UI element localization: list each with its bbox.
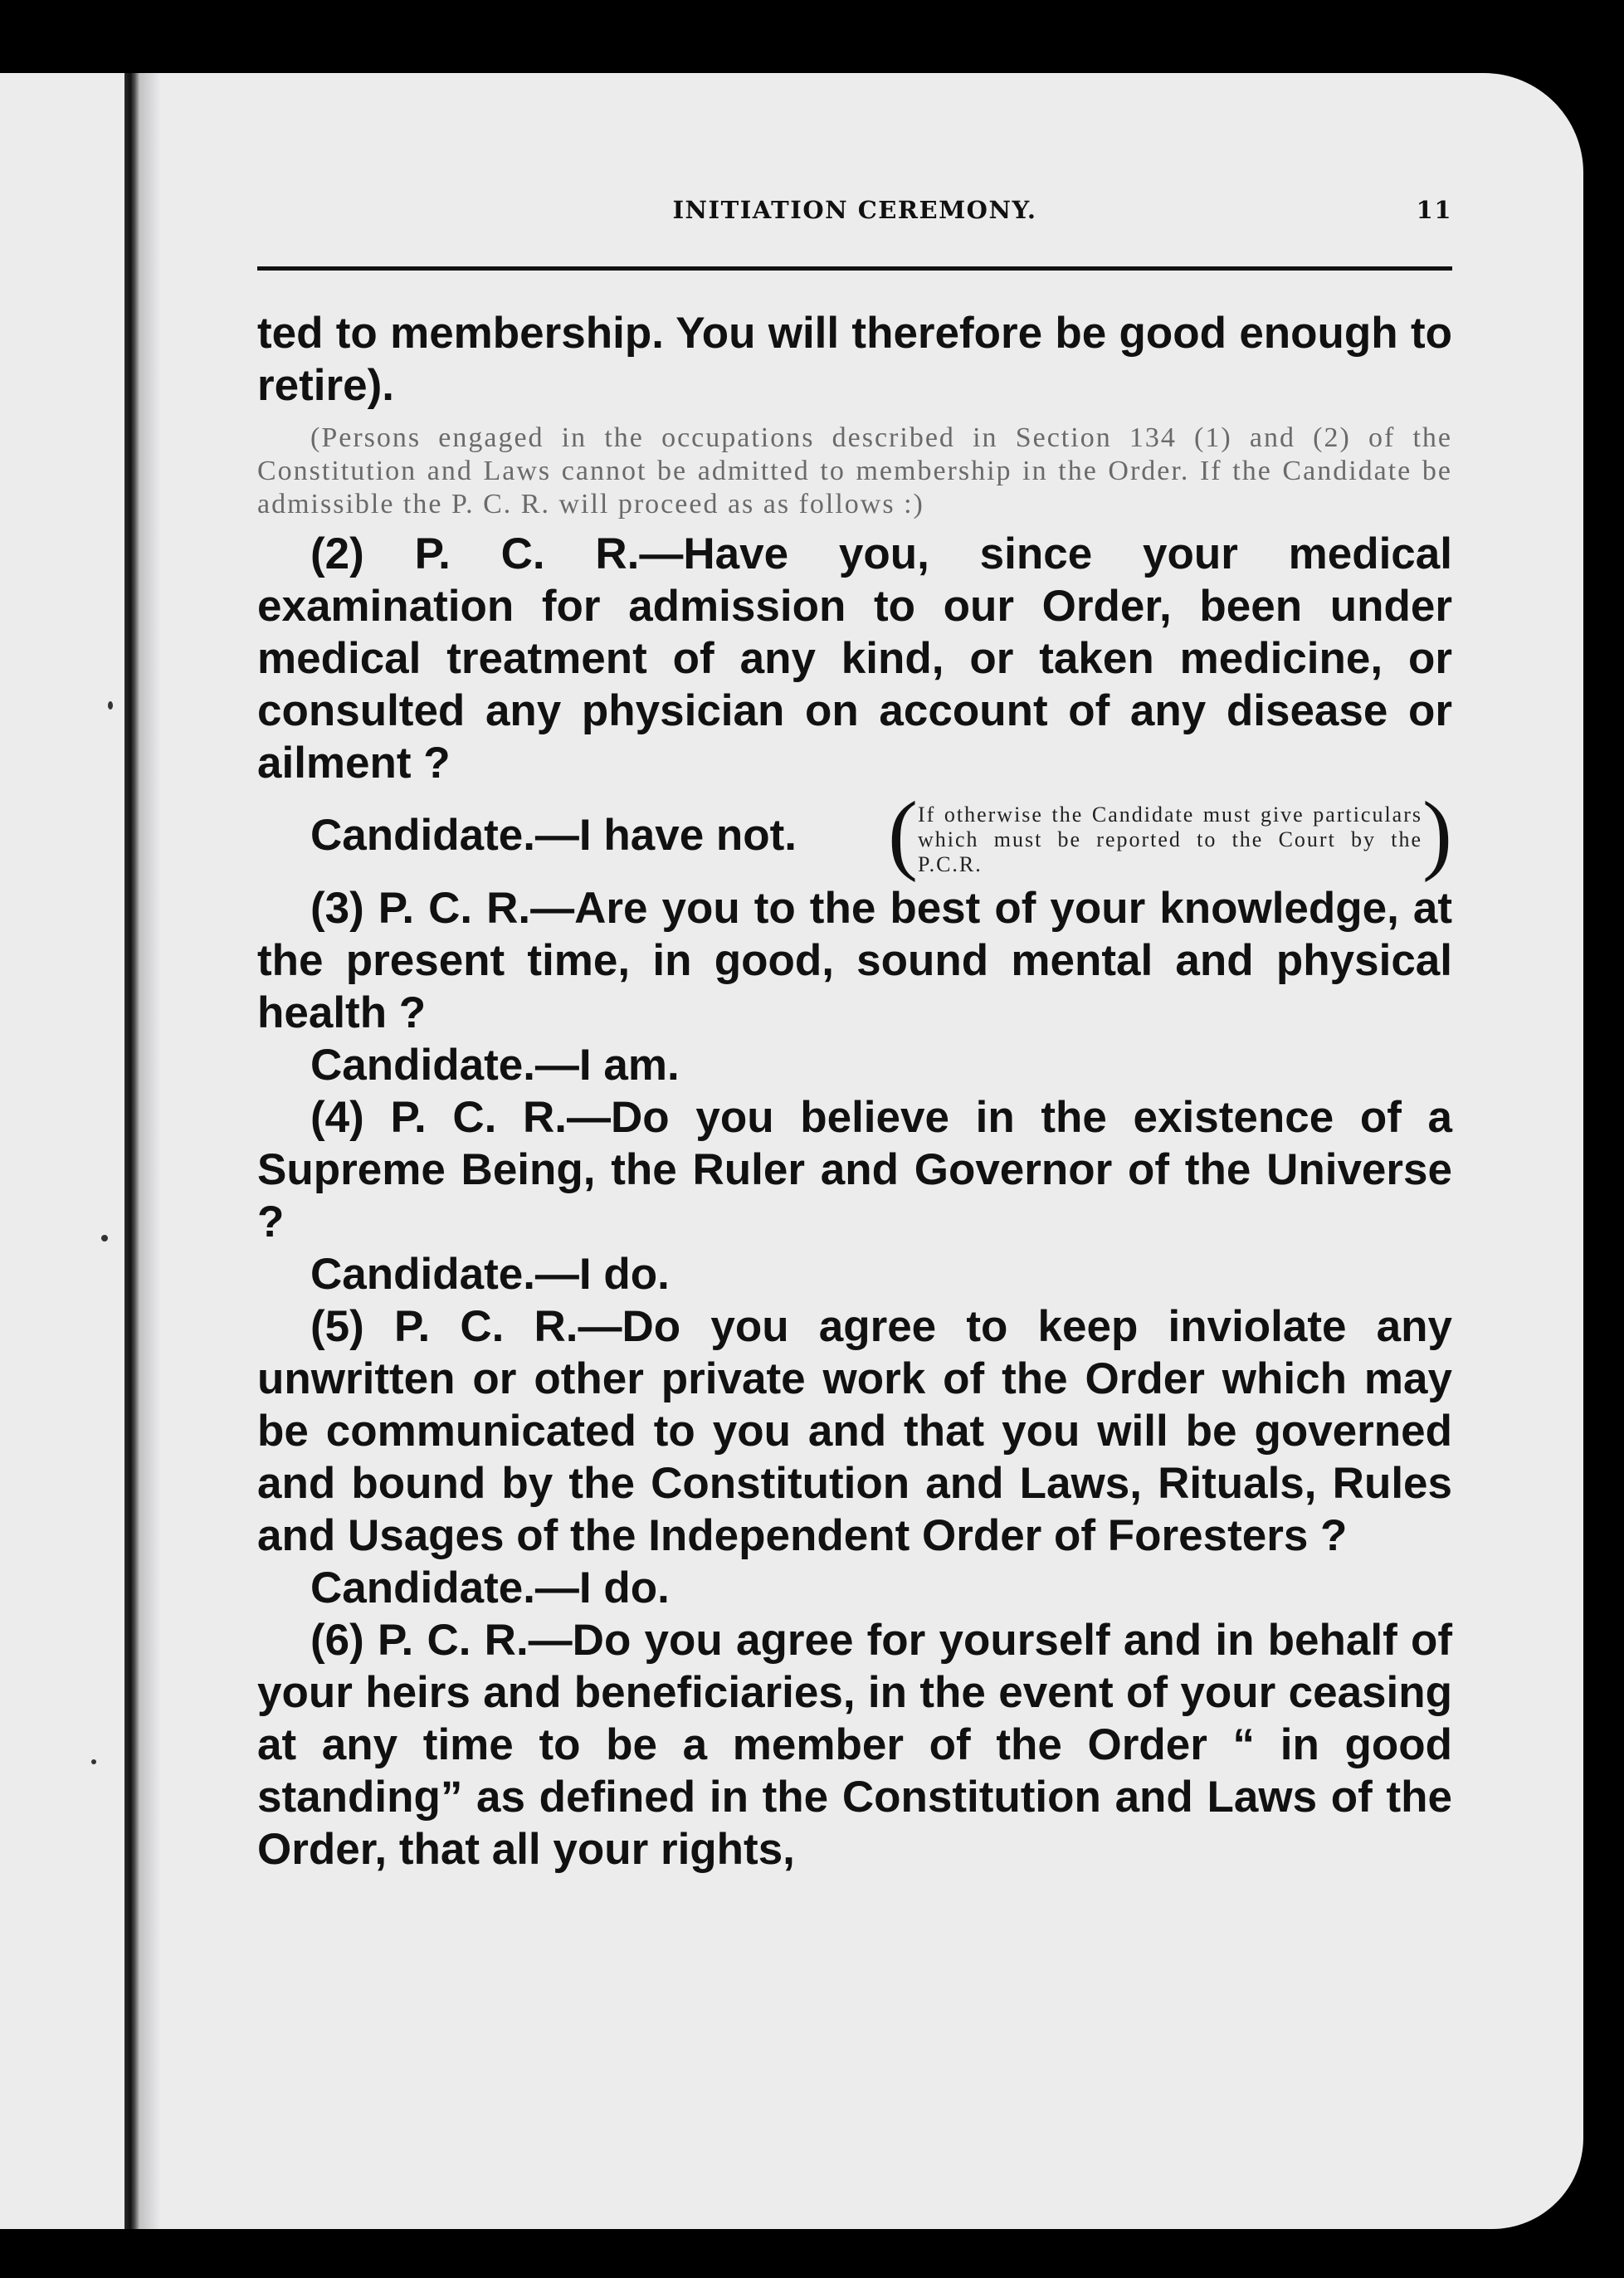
question-5: (5) P. C. R.—Do you agree to keep inviolate any unwritten or other private work of the Order which may be communicated to you and that you will be governed and bound by the Constitution and Laws, Rituals, Rules and Usages of the Independent Order of Foresters ?	[257, 1302, 1452, 1560]
page-number: 11	[1416, 196, 1452, 224]
answer-3: Candidate.—I am.	[310, 1041, 680, 1090]
book-spine	[124, 73, 139, 2229]
aside-note: If otherwise the Candidate must give particulars which must be reported to the Court by the P.C.R.	[918, 802, 1422, 876]
header-title: INITIATION CEREMONY.	[672, 196, 1037, 224]
right-brace: )	[1422, 784, 1452, 883]
speck-mark	[101, 1235, 108, 1241]
body-text	[257, 307, 1452, 1876]
speck-mark	[91, 1759, 96, 1764]
spine-shadow	[139, 73, 161, 2229]
question-2: (2) P. C. R.—Have you, since your medical examination for admission to our Order, been under medical treatment of any kind, or taken medicine, or consulted any physician on account of any disease or ailment ?	[257, 529, 1452, 788]
header-rule	[257, 266, 1452, 271]
question-6: (6) P. C. R.—Do you agree for yourself and in behalf of your heirs and beneficiaries, in the event of your ceasing at any time to be a member of the Order “ in good standing” as defined in the Constitution and Laws of the Order, that all your rights,	[257, 1616, 1452, 1874]
answer-2: Candidate.—I have not.	[310, 811, 797, 860]
answer-2-row	[257, 784, 1452, 883]
answer-5: Candidate.—I do.	[310, 1563, 670, 1612]
running-header	[257, 196, 1452, 229]
answer-4: Candidate.—I do.	[310, 1250, 670, 1299]
speck-mark	[108, 701, 113, 710]
instruction-note: (Persons engaged in the occupations described in Section 134 (1) and (2) of the Constitution and Laws cannot be admitted to membership in the Order. If the Candidate be admissible the P. C. R. will proceed as as follows :)	[257, 422, 1452, 520]
paragraph-continuation: ted to membership. You will therefore be good enough to retire).	[257, 309, 1452, 410]
question-4: (4) P. C. R.—Do you believe in the existence of a Supreme Being, the Ruler and Governor of the Universe ?	[257, 1093, 1452, 1246]
answer-2-aside	[888, 784, 1452, 883]
question-3: (3) P. C. R.—Are you to the best of your knowledge, at the present time, in good, sound mental and physical health ?	[257, 884, 1452, 1037]
left-brace: (	[888, 784, 918, 883]
